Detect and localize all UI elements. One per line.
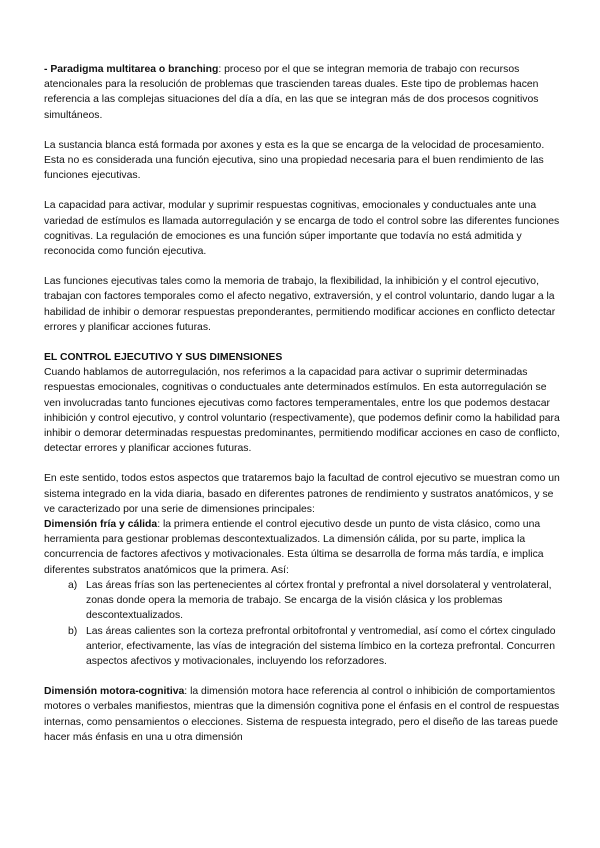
areas-list: [44, 578, 564, 669]
paragraph-branching-text: : proceso por el que se integran memoria de trabajo con recursos atencionales para la resolución de problemas que trascienden tareas duales. Este tipo de problemas hacen referencia a las complejas situaciones del día a día, en las que se integran más de dos procesos cognitivos simultáneos.: [44, 64, 539, 121]
paragraph-autorregulacion: La capacidad para activar, modular y suprimir respuestas cognitivas, emocionales y conductuales ante una variedad de estímulos es llamada autorregulación y se encarga de todo el control sobre las diferentes funciones cognitivas. La regulación de emociones es una función súper importante que todavía no está admitida y reconocida como función ejecutiva.: [44, 200, 560, 258]
paragraph-dimension-motora-cognitiva: [44, 684, 564, 745]
term-branching: - Paradigma multitarea o branching: [44, 64, 219, 75]
term-motora-cognitiva: Dimensión motora-cognitiva: [44, 686, 185, 698]
list-marker: b): [68, 625, 78, 637]
paragraph-control-ejecutivo: Cuando hablamos de autorregulación, nos referimos a la capacidad para activar o suprimir determinadas respuestas emocionales, cognitivas o conductuales ante determinados estímulos. En esta autorregulación se ven involucradas tanto funciones ejecutivas como factores temperamentales, entre los que podemos destacar inhibición y control ejecutivo, y control voluntario (respectivamente), que podemos definir como la habilidad para inhibir o demorar determinadas respuestas predominantes, permitiendo modificar acciones en caso de conflicto, detectar errores y planificar acciones futuras.: [44, 367, 560, 455]
list-item: [68, 578, 564, 624]
paragraph-dimension-fria-calida: [44, 517, 564, 578]
list-item-text: Las áreas frías son las pertenecientes al córtex frontal y prefrontal a nivel dorsolateral y ventrolateral, zonas donde opera la memoria de trabajo. Se encarga de la visión clásica y los problemas descontextualizados.: [86, 579, 552, 622]
section-heading: EL CONTROL EJECUTIVO Y SUS DIMENSIONES: [44, 352, 283, 364]
term-fria-calida: Dimensión fría y cálida: [44, 519, 158, 531]
paragraph-fria-calida-text: : la primera entiende el control ejecutivo desde un punto de vista clásico, como una herramienta para gestionar problemas descontextualizados. La dimensión cálida, por su parte, implica la concurrencia de factores afectivos y motivacionales. Esta última se desarrolla de forma más tardía, e implica diferentes substratos anatómicos que la primera. Así:: [44, 519, 544, 576]
paragraph-sistema-integrado: En este sentido, todos estos aspectos que trataremos bajo la facultad de control ejecutivo se muestran como un sistema integrado en la vida diaria, basado en diferentes patrones de rendimiento y sustratos anatómicos, y se ve caracterizado por una serie de dimensiones principales:: [44, 473, 560, 515]
paragraph-motora-cognitiva-text: : la dimensión motora hace referencia al control o inhibición de comportamientos motores o verbales manifiestos, mientras que la dimensión cognitiva pone el énfasis en el control de respuestas internas, como pensamientos o elecciones. Sistema de respuesta integrado, pero el diseño de las tareas puede hacer más énfasis en una u otra dimensión: [44, 686, 560, 743]
paragraph-sustancia-blanca: La sustancia blanca está formada por axones y esta es la que se encarga de la velocidad de procesamiento. Esta no es considerada una función ejecutiva, sino una propiedad necesaria para el buen rendimiento de las funciones ejecutivas.: [44, 139, 545, 182]
list-item-text: Las áreas calientes son la corteza prefrontal orbitofrontal y ventromedial, así como el córtex cingulado anterior, efectivamente, las vías de integración del sistema límbico en la corteza prefrontal. Concurren aspectos afectivos y motivacionales, incluyendo los reforzadores.: [86, 625, 556, 667]
list-item: [68, 624, 564, 670]
paragraph-branching: [44, 62, 564, 123]
list-marker: a): [68, 579, 78, 591]
document-page: [44, 62, 564, 745]
paragraph-funciones-ejecutivas: Las funciones ejecutivas tales como la memoria de trabajo, la flexibilidad, la inhibición y el control ejecutivo, trabajan con factores temporales como el afecto negativo, extraversión, y el control voluntario, dando lugar a la habilidad de inhibir o demorar respuestas preponderantes, permitiendo modificar acciones en conflicto detectar errores y planificar acciones futuras.: [44, 276, 556, 333]
